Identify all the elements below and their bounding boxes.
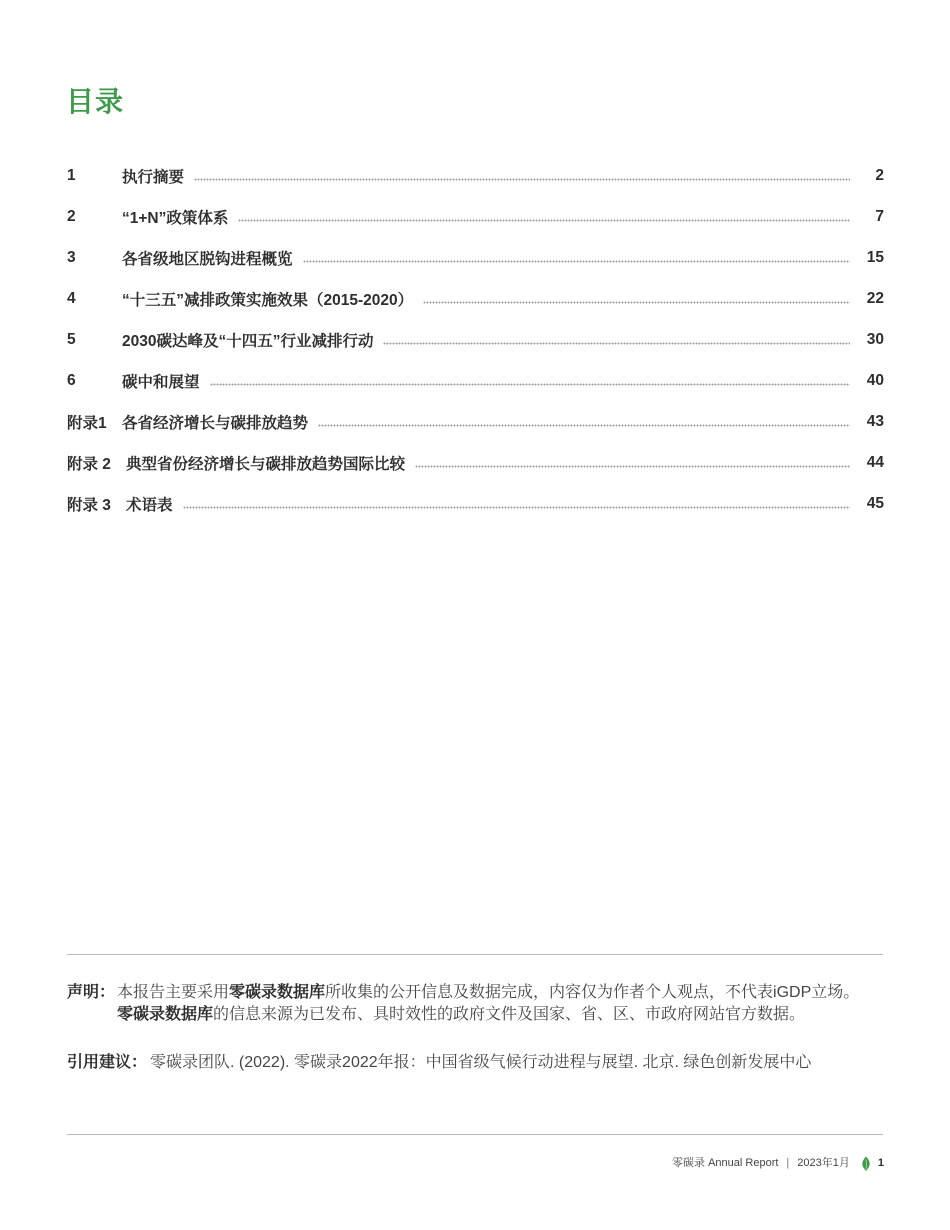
dotted-leader [210, 383, 850, 386]
database-name: 零碳录数据库 [229, 984, 326, 1001]
toc-entry-number: 附录 3 [67, 496, 111, 514]
toc-entry[interactable] [67, 278, 884, 319]
toc-entry[interactable] [67, 155, 884, 196]
toc-entry-page: 15 [866, 248, 884, 266]
toc-entry-title: 典型省份经济增长与碳排放趋势国际比较 [126, 455, 406, 473]
toc-entry-number: 附录 2 [67, 455, 111, 473]
disclaimer-text: 所收集的公开信息及数据完成，内容仅为作者个人观点，不代表iGDP立场。 [325, 984, 860, 1001]
disclaimer-body [117, 982, 859, 1026]
toc-entry[interactable] [67, 196, 884, 237]
footer-divider [67, 1134, 883, 1135]
toc-entry-title: 执行摘要 [122, 168, 185, 186]
toc-entry-page: 2 [875, 166, 884, 184]
citation-text: 零碳录团队. (2022). 零碳录2022年报：中国省级气候行动进程与展望. 北京. 绿色创新发展中心 [150, 1054, 812, 1071]
database-name: 零碳录数据库 [117, 1006, 214, 1023]
divider [67, 954, 883, 955]
toc-entry-page: 40 [866, 371, 884, 389]
dotted-leader [183, 506, 850, 509]
disclaimer-text: 本报告主要采用 [117, 984, 230, 1001]
toc-entry-title: 术语表 [126, 496, 173, 514]
toc-entry-page: 43 [866, 412, 884, 430]
toc-entry-number: 4 [67, 289, 76, 307]
footer-separator: | [786, 1157, 790, 1169]
dotted-leader [415, 465, 850, 468]
toc-entry-page: 30 [866, 330, 884, 348]
toc-entry-title: 碳中和展望 [122, 373, 200, 391]
toc-entry-number: 5 [67, 330, 76, 348]
toc-entry-number: 2 [67, 207, 76, 225]
disclaimer-line [117, 982, 859, 1004]
toc-entry-number: 6 [67, 371, 76, 389]
toc-entry-title: 各省经济增长与碳排放趋势 [122, 414, 309, 432]
footer-date: 2023年1月 [797, 1157, 850, 1169]
disclaimer [67, 982, 859, 1026]
dotted-leader [318, 424, 850, 427]
page-footer [672, 1155, 884, 1171]
toc-entry[interactable] [67, 319, 884, 360]
page-title: 目录 [66, 86, 125, 117]
toc-entry[interactable] [67, 237, 884, 278]
dotted-leader [423, 301, 850, 304]
leaf-icon [861, 1156, 871, 1171]
dotted-leader [303, 260, 850, 263]
toc-entry-number: 3 [67, 248, 76, 266]
toc-entry-page: 22 [866, 289, 884, 307]
citation [67, 1052, 811, 1074]
toc-entry-page: 44 [866, 453, 884, 471]
toc-entry-page: 45 [866, 494, 884, 512]
disclaimer-text: 的信息来源为已发布、具时效性的政府文件及国家、省、区、市政府网站官方数据。 [213, 1006, 806, 1023]
toc-entry[interactable] [67, 483, 884, 524]
toc-entry-number: 附录1 [67, 414, 107, 432]
citation-label: 引用建议： [67, 1054, 148, 1071]
toc-entry[interactable] [67, 401, 884, 442]
disclaimer-line [117, 1004, 859, 1026]
toc-entry-title: 各省级地区脱钩进程概览 [122, 250, 293, 268]
page-number: 1 [877, 1157, 884, 1169]
toc-entry-title: “1+N”政策体系 [122, 209, 229, 227]
disclaimer-label: 声明： [67, 984, 116, 1001]
toc-entry-title: “十三五”减排政策实施效果（2015-2020） [122, 291, 414, 309]
toc-entry-number: 1 [67, 166, 76, 184]
toc-entry[interactable] [67, 442, 884, 483]
table-of-contents [67, 155, 884, 524]
dotted-leader [194, 178, 850, 181]
dotted-leader [238, 219, 850, 222]
toc-entry[interactable] [67, 360, 884, 401]
footer-brand: 零碳录 Annual Report [672, 1157, 779, 1169]
dotted-leader [383, 342, 850, 345]
toc-entry-title: 2030碳达峰及“十四五”行业减排行动 [122, 332, 374, 350]
toc-entry-page: 7 [875, 207, 884, 225]
